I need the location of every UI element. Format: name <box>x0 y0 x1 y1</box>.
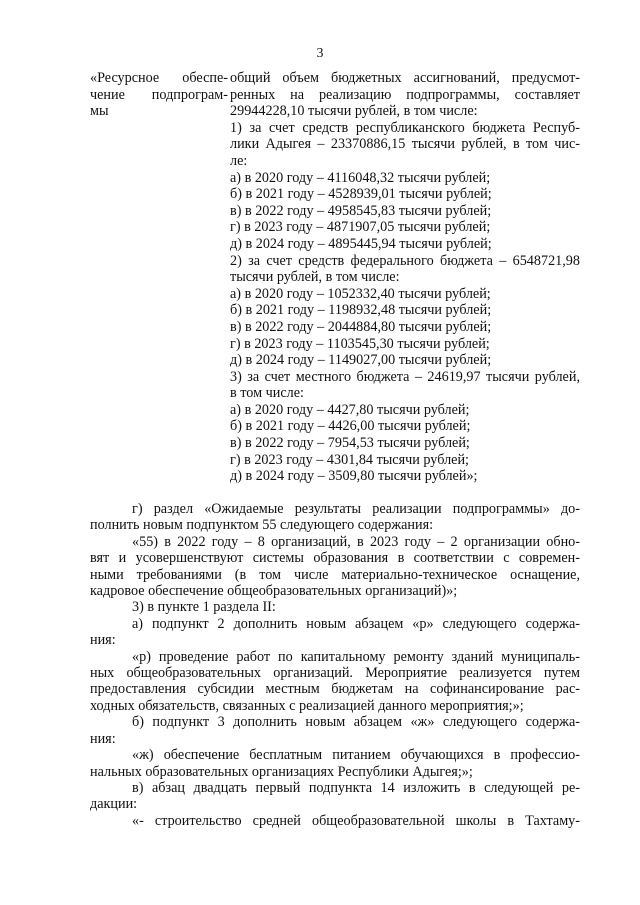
table-label-line: чение подпрограм- <box>90 86 228 103</box>
table-value-line: общий объем бюджетных ассигнований, предусмот- <box>230 70 580 86</box>
paragraph-line: ными требованиями (в том числе материально-техническое оснащение, <box>90 566 580 583</box>
table-value-line: 29944228,10 тысячи рублей, в том числе: <box>230 103 478 120</box>
paragraph-line: «55) в 2022 году – 8 организаций, в 2023 году – 2 организации обно- <box>132 533 580 550</box>
paragraph-line: г) раздел «Ожидаемые результаты реализации подпрограммы» до- <box>132 501 580 517</box>
table-value-line: а) в 2020 году – 1052332,40 тысячи рублей; <box>230 285 491 302</box>
table-value-line: г) в 2023 году – 1103545,30 тысячи рублей; <box>230 335 490 352</box>
paragraph-line: ных общеобразовательных организаций. Мероприятие реализуется путем <box>90 665 580 682</box>
body-text <box>90 501 580 829</box>
paragraph-line: в) абзац двадцать первый подпункта 14 изложить в следующей ре- <box>132 779 580 796</box>
paragraph-line: 3) в пункте 1 раздела II: <box>132 599 276 616</box>
table-value-line: д) в 2024 году – 3509,80 тысячи рублей»; <box>230 468 478 485</box>
paragraph-line: а) подпункт 2 дополнить новым абзацем «р» следующего содержа- <box>132 615 580 632</box>
table-value-line: г) в 2023 году – 4301,84 тысячи рублей; <box>230 451 469 468</box>
paragraph-line: нальных образовательных организациях Республики Адыгея;»; <box>90 763 473 780</box>
table-value-line: тысячи рублей, в том числе: <box>230 269 400 286</box>
table-value-line: а) в 2020 году – 4427,80 тысячи рублей; <box>230 401 470 418</box>
table-value-line: лики Адыгея – 23370886,15 тысячи рублей, в том чис- <box>230 136 580 153</box>
table-value-line: б) в 2021 году – 4426,00 тысячи рублей; <box>230 418 471 435</box>
paragraph-line: предоставления субсидии местным бюджетам на софинансирование рас- <box>90 681 580 698</box>
paragraph-line: «- строительство средней общеобразовательной школы в Тахтаму- <box>132 812 580 829</box>
paragraph-line: «ж) обеспечение бесплатным питанием обучающихся в профессио- <box>132 747 580 764</box>
paragraph-line: ходных обязательств, связанных с реализацией данного мероприятия;»; <box>90 697 524 714</box>
paragraph-line: б) подпункт 3 дополнить новым абзацем «ж» следующего содержа- <box>132 714 580 731</box>
paragraph-line: кадровое обеспечение общеобразовательных организаций)»; <box>90 583 458 600</box>
table-value-line: б) в 2021 году – 4528939,01 тысячи рублей; <box>230 186 492 203</box>
table-value-line: б) в 2021 году – 1198932,48 тысячи рублей; <box>230 302 492 319</box>
table-value-line: в том числе: <box>230 385 304 402</box>
table-value-line: ле: <box>230 152 248 169</box>
table-value-line: г) в 2023 году – 4871907,05 тысячи рублей; <box>230 219 491 236</box>
table-value-line: в) в 2022 году – 4958545,83 тысячи рублей; <box>230 202 492 219</box>
table-value-line: 3) за счет местного бюджета – 24619,97 тысячи рублей, <box>230 368 580 385</box>
paragraph-line: вят и усовершенствуют системы образования в соответствии с современ- <box>90 550 580 567</box>
table-value-line: ренных на реализацию подпрограммы, составляет <box>230 86 580 103</box>
table-label-line: мы <box>90 103 109 120</box>
paragraph-line: полнить новым подпунктом 55 следующего содержания: <box>90 517 434 534</box>
table-label-cell <box>90 70 228 120</box>
paragraph-line: дакции: <box>90 796 138 813</box>
page-number: 3 <box>316 46 324 61</box>
table-value-line: 1) за счет средств республиканского бюджета Респуб- <box>230 119 580 136</box>
paragraph-line: «р) проведение работ по капитальному ремонту зданий муниципаль- <box>132 648 580 665</box>
table-value-line: а) в 2020 году – 4116048,32 тысячи рублей; <box>230 169 491 186</box>
table-value-line: в) в 2022 году – 7954,53 тысячи рублей; <box>230 435 470 452</box>
paragraph-line: ния: <box>90 632 116 649</box>
table-value-line: д) в 2024 году – 4895445,94 тысячи рублей; <box>230 235 492 252</box>
table-value-line: 2) за счет средств федерального бюджета – 6548721,98 <box>230 252 580 269</box>
table-value-line: д) в 2024 году – 1149027,00 тысячи рублей; <box>230 352 492 369</box>
table-value-line: в) в 2022 году – 2044884,80 тысячи рублей; <box>230 318 492 335</box>
table-value-cell <box>230 70 580 485</box>
table-label-line: «Ресурсное обеспе- <box>90 70 228 86</box>
paragraph-line: ния: <box>90 730 116 747</box>
